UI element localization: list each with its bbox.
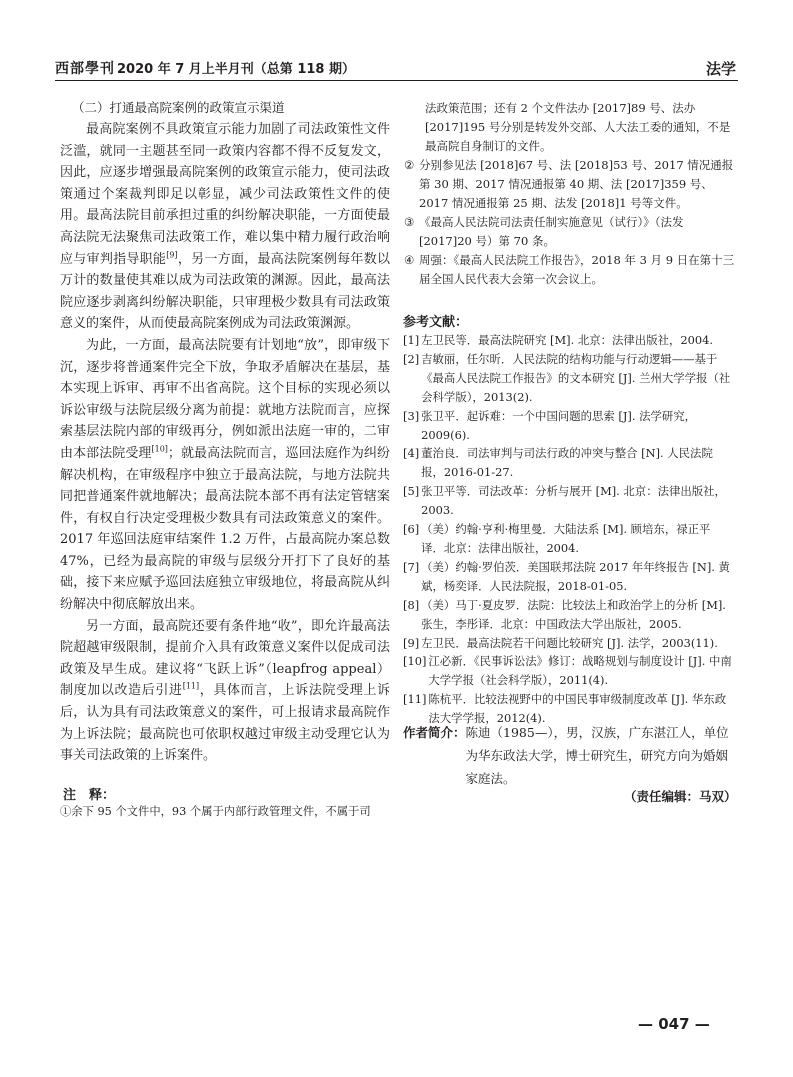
citation-11: [11]	[182, 682, 200, 692]
issue-info: 2020 年 7 月上半月刊（总第 118 期）	[117, 62, 355, 77]
note-1-start: ①余下 95 个文件中，93 个属于内部行政管理文件，不属于司	[60, 805, 371, 818]
section-heading: （二）打通最高院案例的政策宣示渠道	[72, 100, 285, 115]
note-1-continued: 法政策范围；还有 2 个文件法办 [2017]89 号、法办 [2017]195 号分别是转发外交部、人大法工委的通知，不是最高院自身制订的文件。	[425, 101, 731, 153]
author-bio	[403, 721, 735, 790]
note-item: ② 分别参见法 [2018]67 号、法 [2018]53 号、2017 情况通报第 30 期、2017 情况通报第 40 期、法 [2017]359 号、2017 情况通报第 25 期、法发 [2018]1 号等文件。	[404, 158, 734, 210]
paragraph-2: 为此，一方面，最高法院要有计划地“放”，即审级下沉，逐步将普通案件完全下放，争取矛盾解决在基层，基本实现上诉审、再审不出省高院。这个目标的实现必须以诉讼审级与法院层级分离为前提：就地方法院而言，应探索基层法院内部的审级再分，例如派出法庭一审的，二审由本部法院受理[10]；就最高法院而言，巡回法庭作为纠纷解决机构，在审级程序中独立于最高法院，与地方法院共同把普通案件就地解决；最高法院本部不再有法定管辖案件，有权自行决定受理极少数具有司法政策意义的案件。2017 年巡回法庭审结案件 1.2 万件，占最高院办案总数 47%，已经为最高院的审级与层级分开打下了良好的基础，接下来应赋予巡回法庭独立审级地位，将最高院从纠纷解决中彻底解放出来。	[60, 337, 390, 613]
author-text: 陈迪（1985—），男，汉族，广东湛江人，单位为华东政法大学，博士研究生，研究方向为婚姻家庭法。	[465, 725, 729, 786]
reference-item: [4] 董治良．司法审判与司法行政的冲突与整合 [N]. 人民法院报，2016-01-27.	[403, 446, 713, 480]
body-text	[60, 119, 390, 767]
running-header	[55, 55, 738, 81]
paragraph-1: 最高院案例不具政策宣示能力加剧了司法政策性文件泛滥，就同一主题甚至同一政策内容都不得不反复发文，因此，应逐步增强最高院案例的政策宣示能力，使司法政策通过个案裁判即足以彰显，减少司法政策性文件的使用。最高法院目前承担过重的纠纷解决职能，一方面使最高法院无法聚焦司法政策工作，难以集中精力履行政治响应与审判指导职能[9]，另一方面，最高法院案例每年数以万计的数量使其难以成为司法政策的渊源。因此，最高法院应逐步剥离纠纷解决职能，只审理极少数具有司法政策意义的案件，从而使最高院案例成为司法政策渊源。	[60, 122, 390, 332]
reference-item: [10] 江必新．《民事诉讼法》修订：战略规划与制度设计 [J]. 中南大学学报（社会科学版），2011(4).	[403, 654, 732, 688]
notes-heading: 注 释：	[63, 788, 116, 803]
section-label: 法学	[705, 60, 736, 78]
author-label: 作者简介：	[403, 725, 466, 740]
journal-logo: 西部學刊	[55, 61, 115, 77]
reference-item: [8] （美）马丁·夏皮罗．法院：比较法上和政治学上的分析 [M]. 张生，李彤译．北京：中国政法大学出版社，2005.	[403, 597, 726, 631]
note-item: ③ 《最高人民法院司法责任制实施意见（试行）》（法发 [2017]20 号）第 70 条。	[404, 215, 684, 248]
header-rule	[55, 80, 738, 81]
reference-item: [3] 张卫平．起诉难：一个中国问题的思索 [J]. 法学研究，2009(6).	[403, 408, 697, 442]
reference-item: [11] 陈杭平．比较法视野中的中国民事审级制度改革 [J]. 华东政法大学学报，2012(4).	[403, 692, 727, 726]
reference-item: [5] 张卫平等．司法改革：分析与展开 [M]. 北京：法律出版社，2003.	[403, 484, 726, 518]
references-heading: 参考文献：	[403, 315, 469, 330]
references-list	[403, 331, 733, 728]
paragraph-3: 另一方面，最高院还要有条件地“收”，即允许最高法院超越审级限制，提前介入具有政策意义案件以促成司法政策及早生成。建议将“飞跃上诉”（leapfrog appeal）制度加以改造后引进[11]，具体而言，上诉法院受理上诉后，认为具有司法政策意义的案件，可上报请求最高院作为上诉法院；最高院也可依职权越过审级主动受理它认为事关司法政策的上诉案件。	[60, 618, 390, 764]
journal-issue	[55, 58, 355, 78]
reference-item: [7] （美）约翰·罗伯茨．美国联邦法院 2017 年年终报告 [N]. 黄斌，杨奕译．人民法院报，2018-01-05.	[403, 559, 730, 593]
reference-item: [1] 左卫民等．最高法院研究 [M]. 北京：法律出版社，2004.	[403, 333, 713, 347]
note-item: ④ 周强：《最高人民法院工作报告》，2018 年 3 月 9 日在第十三届全国人民代表大会第一次会议上。	[404, 253, 735, 286]
notes-list	[404, 99, 736, 289]
page-number: — 047 —	[638, 1015, 710, 1033]
reference-item: [2] 吉敏丽，任尔昕．人民法院的结构功能与行动逻辑——基于《最高人民法院工作报告》的文本研究 [J]. 兰州大学学报（社会科学版），2013(2).	[403, 351, 731, 404]
citation-9: [9]	[166, 250, 178, 260]
reference-item: [6] （美）约翰·亨利·梅里曼．大陆法系 [M]. 顾培东，禄正平译．北京：法律出版社，2004.	[403, 522, 711, 555]
reference-item: [9] 左卫民．最高法院若干问题比较研究 [J]. 法学，2003(11).	[403, 635, 718, 650]
responsible-editor: （责任编辑：马双）	[624, 789, 737, 804]
citation-10: [10]	[151, 444, 168, 454]
